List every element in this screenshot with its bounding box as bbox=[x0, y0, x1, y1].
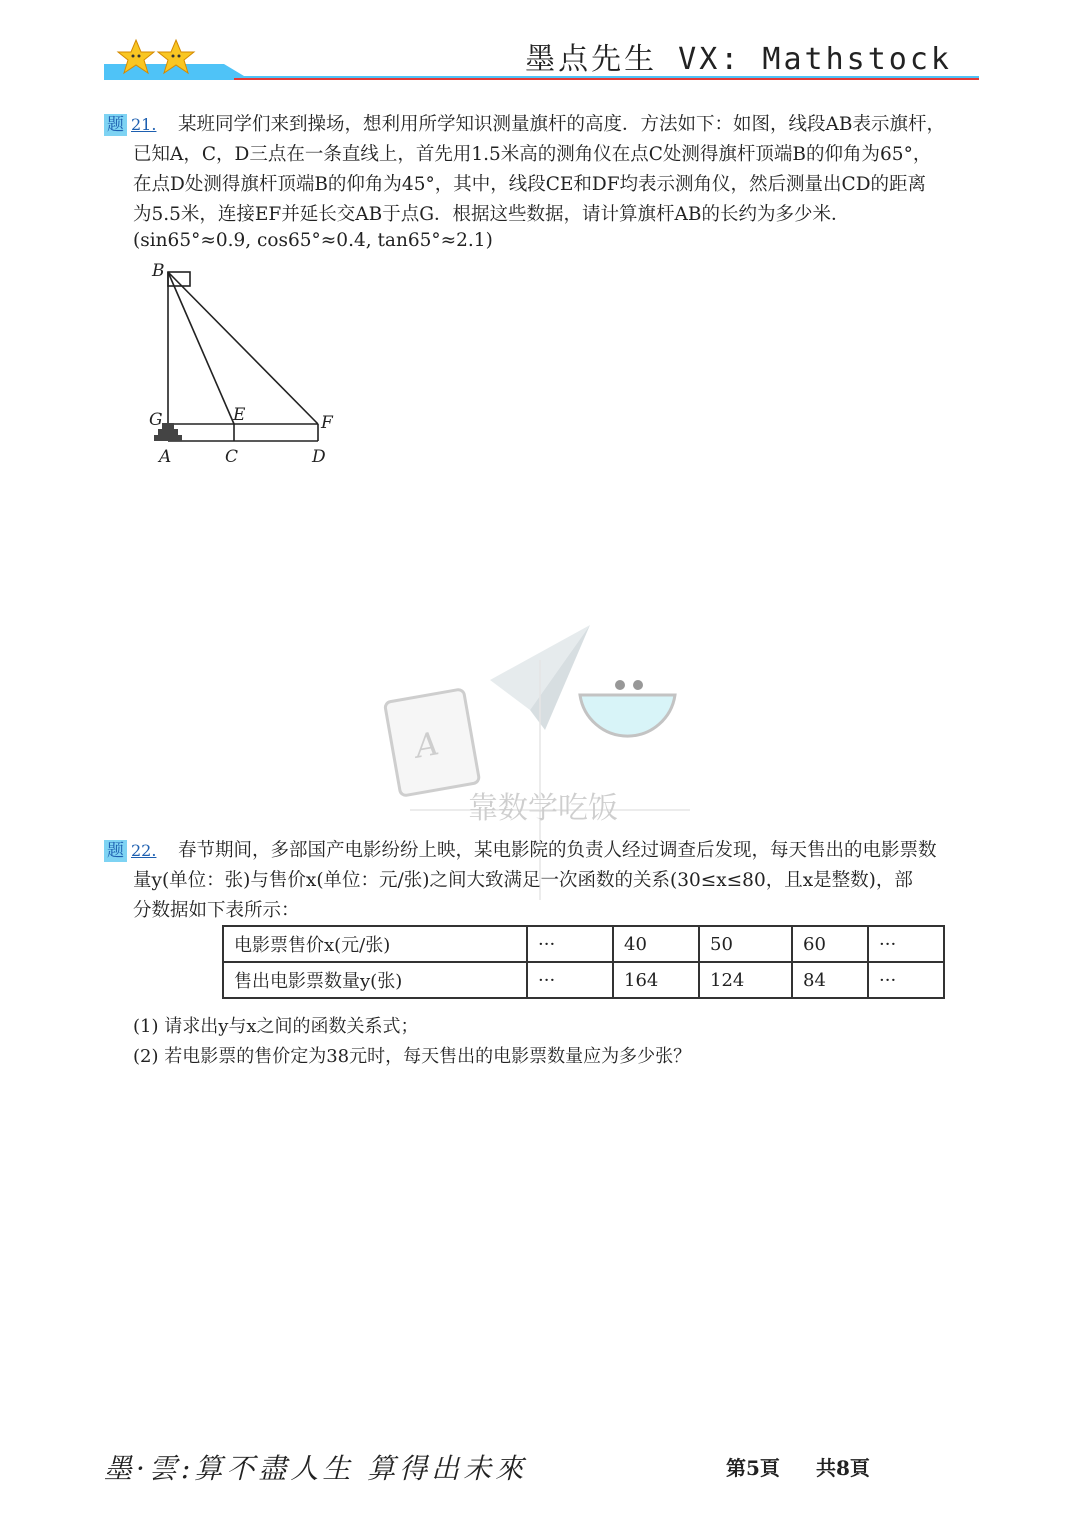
question-number: 22. bbox=[131, 841, 157, 860]
page-header bbox=[0, 0, 1080, 100]
footer-motto: 墨·雲:算不盡人生 算得出未來 bbox=[104, 1452, 528, 1485]
stars-icon bbox=[116, 38, 200, 78]
total-pages: 共8頁 bbox=[816, 1456, 870, 1480]
table-cell: 60 bbox=[792, 926, 868, 962]
question-text-line: 为5.5米，连接EF并延长交AB于点G．根据这些数据，请计算旗杆AB的长约为多少米． bbox=[133, 204, 850, 225]
label-D: D bbox=[312, 447, 326, 467]
table-row bbox=[223, 962, 944, 998]
question-text-line: (sin65°≈0.9, cos65°≈0.4, tan65°≈2.1) bbox=[133, 230, 493, 251]
question-21-badge bbox=[104, 114, 170, 136]
question-tag: 题 bbox=[104, 114, 127, 136]
table-cell: ··· bbox=[527, 926, 613, 962]
question-number: 21. bbox=[131, 115, 157, 134]
table-cell: 164 bbox=[613, 962, 699, 998]
question-text-line: 春节期间，多部国产电影纷纷上映，某电影院的负责人经过调查后发现，每天售出的电影票数 bbox=[178, 840, 937, 861]
question-tag: 题 bbox=[104, 840, 127, 862]
label-A: A bbox=[159, 447, 172, 467]
label-F: F bbox=[321, 413, 333, 433]
question-text-line: 已知A，C，D三点在一条直线上，首先用1.5米高的测角仪在点C处测得旗杆顶端B的仰角为65°， bbox=[133, 144, 932, 165]
question-text-line: 量y(单位：张)与售价x(单位：元/张)之间大致满足一次函数的关系(30≤x≤80，且x是整数)，部 bbox=[133, 870, 913, 891]
question-text-line: 在点D处测得旗杆顶端B的仰角为45°，其中，线段CE和DF均表示测角仪，然后测量出CD的距离 bbox=[133, 174, 927, 195]
table-cell: 电影票售价x(元/张) bbox=[223, 926, 527, 962]
table-cell: 50 bbox=[699, 926, 792, 962]
sub-question-2: (2) 若电影票的售价定为38元时，每天售出的电影票数量应为多少张？ bbox=[133, 1046, 692, 1067]
label-E: E bbox=[233, 405, 246, 425]
table-cell: 40 bbox=[613, 926, 699, 962]
notebook-icon bbox=[384, 689, 479, 796]
data-table bbox=[222, 925, 945, 999]
question-text-line: 某班同学们来到操场，想利用所学知识测量旗杆的高度．方法如下：如图，线段AB表示旗杆， bbox=[178, 114, 945, 135]
table-cell: 84 bbox=[792, 962, 868, 998]
header-title: 墨点先生 VX: Mathstock bbox=[525, 42, 952, 77]
page-number: 第5頁 bbox=[726, 1456, 780, 1480]
table-cell: ··· bbox=[868, 926, 944, 962]
svg-text:A: A bbox=[412, 724, 442, 766]
label-B: B bbox=[152, 261, 165, 281]
table-cell: 售出电影票数量y(张) bbox=[223, 962, 527, 998]
label-C: C bbox=[225, 447, 239, 467]
watermark-text: 靠数学吃饭 bbox=[468, 791, 618, 826]
table-cell: 124 bbox=[699, 962, 792, 998]
flagpole-figure bbox=[145, 258, 345, 470]
table-row bbox=[223, 926, 944, 962]
question-text-line: 分数据如下表所示： bbox=[133, 900, 300, 921]
protractor-icon bbox=[580, 680, 675, 736]
question-22-badge bbox=[104, 840, 170, 862]
table-cell: ··· bbox=[527, 962, 613, 998]
table-cell: ··· bbox=[868, 962, 944, 998]
label-G: G bbox=[149, 410, 163, 430]
sub-question-1: (1) 请求出y与x之间的函数关系式； bbox=[133, 1016, 419, 1037]
